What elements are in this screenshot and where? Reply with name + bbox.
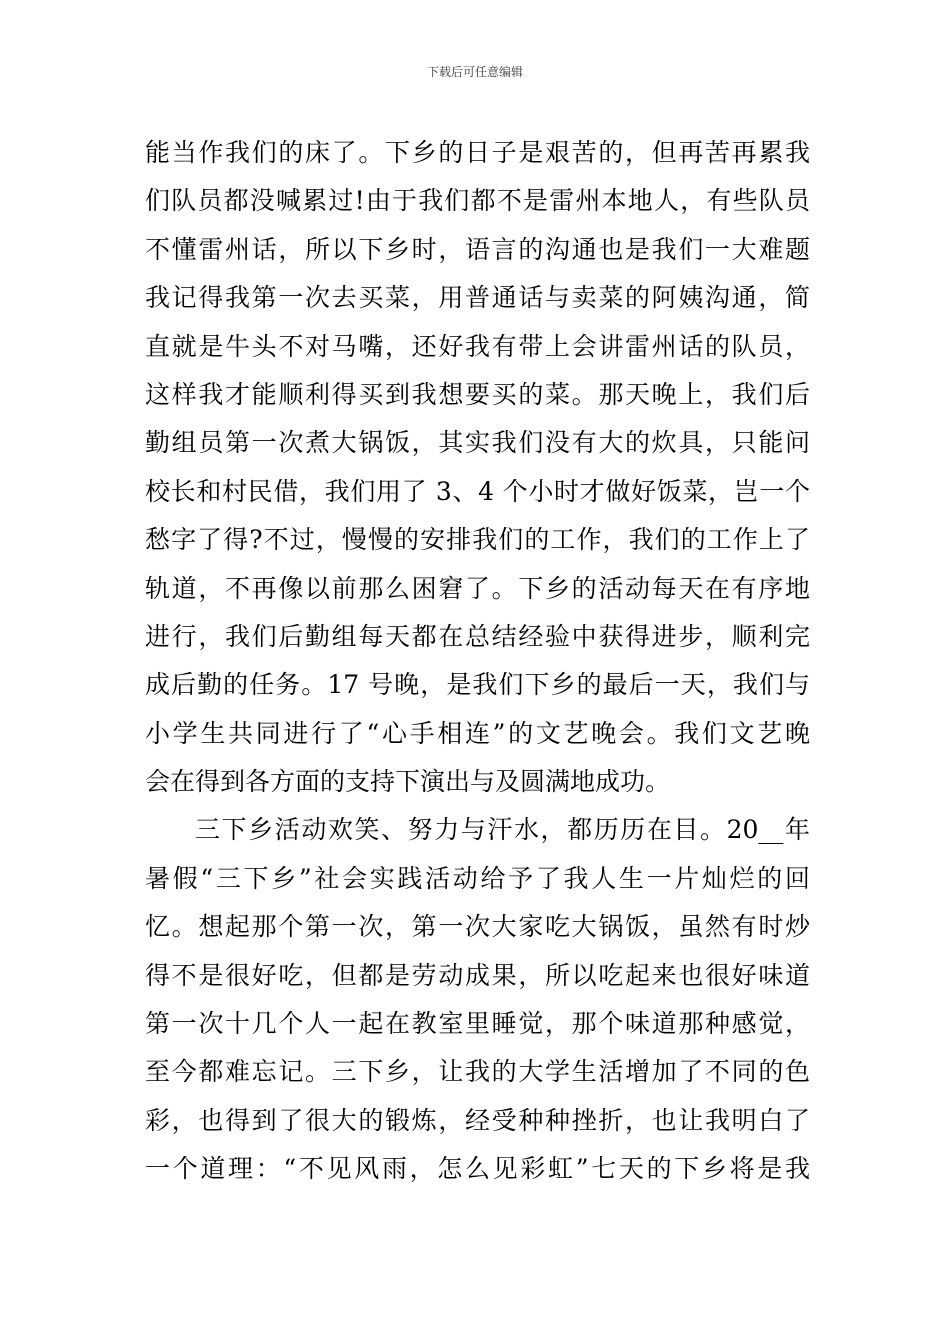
text-line: 勤组员第一次煮大锅饭，其实我们没有大的炊具，只能问 [145, 428, 810, 458]
text-line: 我记得我第一次去买菜，用普通话与卖菜的阿姨沟通，简 [145, 283, 810, 313]
text-line: 彩，也得到了很大的锻炼，经受种种挫折，也让我明白了 [145, 1105, 810, 1135]
text-line: 不懂雷州话，所以下乡时，语言的沟通也是我们一大难题 [145, 234, 810, 264]
text-line: 进行，我们后勤组每天都在总结经验中获得进步，顺利完 [145, 621, 810, 651]
text-line: 直就是牛头不对马嘴，还好我有带上会讲雷州话的队员， [145, 331, 810, 361]
paragraph-end-line: 会在得到各方面的支持下演出与及圆满地成功。 [145, 767, 671, 797]
header-note: 下载后可任意编辑 [426, 65, 523, 79]
text-line: 成后勤的任务。17 号晚，是我们下乡的最后一天，我们与 [145, 670, 810, 700]
text-line: 得不是很好吃，但都是劳动成果，所以吃起来也很好味道 [145, 960, 810, 990]
text-line: 这样我才能顺利得买到我想要买的菜。那天晚上，我们后 [145, 379, 810, 409]
text-line: 愁字了得?不过，慢慢的安排我们的工作，我们的工作上了 [145, 525, 810, 555]
text-line: 忆。想起那个第一次，第一次大家吃大锅饭，虽然有时炒 [145, 912, 810, 942]
text-line: 能当作我们的床了。下乡的日子是艰苦的，但再苦再累我 [145, 138, 810, 167]
body-text [145, 129, 810, 1194]
text-line: 一个道理：“不见风雨，怎么见彩虹”七天的下乡将是我 [145, 1154, 810, 1184]
text-line: 轨道，不再像以前那么困窘了。下乡的活动每天在有序地 [145, 573, 810, 603]
text-line: 至今都难忘记。三下乡，让我的大学生活增加了不同的色 [145, 1057, 810, 1087]
text-line: 们队员都没喊累过!由于我们都不是雷州本地人，有些队员 [145, 186, 810, 216]
paragraph-start-line: 三下乡活动欢笑、努力与汗水，都历历在目。20__年 [195, 815, 810, 845]
text-line: 暑假“三下乡”社会实践活动给予了我人生一片灿烂的回 [145, 863, 810, 893]
text-line: 小学生共同进行了“心手相连”的文艺晚会。我们文艺晚 [145, 718, 810, 748]
text-line: 第一次十几个人一起在教室里睡觉，那个味道那种感觉， [145, 1009, 810, 1039]
text-line: 校长和村民借，我们用了 3、4 个小时才做好饭菜，岂一个 [145, 476, 810, 506]
